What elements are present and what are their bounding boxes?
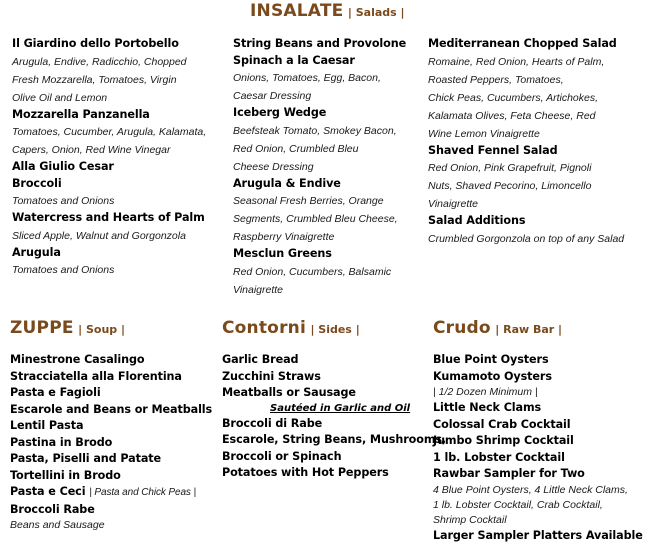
menu-item-description: Vinaigrette: [428, 198, 479, 210]
menu-item-name-text: Mozzarella Panzanella: [12, 107, 150, 121]
menu-item-description: Beans and Sausage: [10, 519, 105, 531]
menu-item-name-text: Pasta e Ceci: [10, 485, 86, 498]
menu-item: [428, 36, 624, 143]
menu-item-name: [222, 416, 446, 433]
crudo-subtitle: | Raw Bar |: [495, 323, 563, 336]
menu-item: [233, 36, 406, 53]
menu-item-name: [428, 143, 624, 160]
menu-item-description: Beefsteak Tomato, Smokey Bacon,: [233, 124, 397, 137]
crudo-title: Crudo: [433, 318, 491, 338]
menu-item-description: Chick Peas, Cucumbers, Artichokes,: [428, 91, 599, 104]
menu-item: [433, 369, 643, 401]
menu-item-name-text: Larger Sampler Platters Available: [433, 528, 643, 542]
menu-item: [10, 385, 212, 402]
menu-item-name: [433, 433, 643, 450]
menu-item-name-text: Little Neck Clams: [433, 401, 542, 414]
menu-item-name: [222, 465, 446, 482]
menu-item-name: [12, 245, 206, 262]
menu-item-name: [10, 385, 212, 402]
menu-item-name-text: Broccoli or Spinach: [222, 449, 342, 463]
menu-item-name: [433, 352, 643, 369]
menu-item: [10, 502, 212, 534]
menu-item-name-text: Broccoli: [12, 176, 62, 190]
menu-item: [222, 385, 446, 402]
menu-item: [12, 36, 206, 107]
menu-item-name: [433, 466, 643, 483]
menu-item-name-text: Il Giardino dello Portobello: [12, 37, 179, 50]
menu-item-name-text: Shaved Fennel Salad: [428, 143, 558, 157]
menu-item-name-text: Stracciatella alla Florentina: [10, 369, 182, 383]
contorni-list: [222, 352, 446, 482]
menu-item-name: [10, 468, 212, 485]
menu-item: [222, 352, 446, 369]
menu-item-name: [428, 213, 624, 230]
menu-item-description: 1 lb. Lobster Cocktail, Crab Cocktail,: [433, 498, 603, 511]
menu-item-name: [233, 246, 406, 263]
menu-item: [222, 449, 446, 466]
menu-item-name: [433, 369, 643, 386]
menu-item-name: [222, 432, 446, 449]
menu-item: [10, 484, 212, 502]
menu-item-name: [433, 528, 643, 544]
menu-item-name: [222, 385, 446, 402]
menu-item: [222, 416, 446, 433]
menu-item-name: [233, 36, 406, 53]
menu-item: [10, 369, 212, 386]
menu-item-name-text: Escarole, String Beans, Mushrooms,: [222, 433, 447, 446]
menu-item: [233, 53, 406, 106]
menu-item: [12, 245, 206, 280]
menu-item: [12, 107, 206, 160]
menu-item-description: Red Onion, Pink Grapefruit, Pignoli: [428, 162, 592, 174]
contorni-heading: [222, 318, 360, 338]
insalate-subtitle: | Salads |: [347, 6, 405, 19]
menu-item-name: [10, 402, 212, 419]
menu-item: [433, 400, 643, 417]
menu-item-name: [10, 484, 212, 502]
menu-item-name: [10, 418, 212, 435]
menu-item-name-text: Meatballs or Sausage: [222, 386, 356, 399]
crudo-list: [433, 352, 643, 544]
menu-item-description: Tomatoes and Onions: [12, 195, 115, 207]
menu-item-description: 4 Blue Point Oysters, 4 Little Neck Clams,: [433, 483, 628, 496]
menu-item-name-text: Blue Point Oysters: [433, 353, 549, 366]
menu-item-name: [233, 53, 406, 70]
menu-item: [10, 468, 212, 485]
menu-item: [433, 466, 643, 528]
menu-item-name-text: Jumbo Shrimp Cocktail: [433, 434, 574, 447]
preparation-note: Sautéed in Garlic and Oil: [270, 402, 411, 414]
menu-item-name-text: 1 lb. Lobster Cocktail: [433, 450, 565, 464]
menu-item-name-text: Rawbar Sampler for Two: [433, 467, 585, 480]
menu-item-name-text: Lentil Pasta: [10, 419, 84, 432]
menu-item-name: [433, 417, 643, 434]
zuppe-subtitle: | Soup |: [78, 323, 126, 336]
menu-item: [12, 210, 206, 245]
menu-item-name: [10, 352, 212, 369]
menu-item-description: Caesar Dressing: [233, 90, 312, 102]
menu-item: [10, 451, 212, 468]
menu-item-name: [12, 107, 206, 124]
menu-item-description: Red Onion, Crumbled Bleu: [233, 142, 359, 155]
menu-item: [10, 418, 212, 435]
menu-item-description: Seasonal Fresh Berries, Orange: [233, 195, 384, 207]
menu-item-name: [10, 435, 212, 452]
menu-item-name: [222, 449, 446, 466]
menu-item-name-text: Mediterranean Chopped Salad: [428, 37, 617, 50]
menu-item-name: [222, 369, 446, 386]
menu-item-name: [12, 36, 206, 53]
insalate-title: INSALATE: [250, 1, 344, 21]
menu-item-description: Raspberry Vinaigrette: [233, 231, 335, 243]
menu-item-description: Crumbled Gorgonzola on top of any Salad: [428, 232, 625, 245]
menu-item-description: Kalamata Olives, Feta Cheese, Red: [428, 109, 596, 122]
menu-item-name: [12, 159, 206, 176]
zuppe-list: [10, 352, 212, 533]
menu-item-description: Arugula, Endive, Radicchio, Chopped: [12, 55, 187, 68]
crudo-heading: [433, 318, 562, 338]
menu-item-description: Shrimp Cocktail: [433, 513, 507, 526]
menu-item-name-text: Broccoli Rabe: [10, 502, 95, 516]
menu-item: [222, 465, 446, 482]
menu-item: [233, 246, 406, 299]
menu-item: [233, 105, 406, 176]
contorni-subtitle: | Sides |: [310, 323, 360, 336]
menu-item-name-text: String Beans and Provolone: [233, 37, 407, 50]
menu-item-name: [428, 36, 624, 53]
menu-item-name: [10, 369, 212, 386]
insalate-column-3: [428, 36, 624, 248]
menu-item-name: [10, 451, 212, 468]
menu-item-name-text: Escarole and Beans or Meatballs: [10, 402, 213, 416]
menu-item-name-text: Minestrone Casalingo: [10, 353, 145, 366]
menu-item: [433, 450, 643, 467]
menu-item: [12, 176, 206, 211]
menu-item-description: Onions, Tomatoes, Egg, Bacon,: [233, 72, 381, 84]
menu-item-description: Wine Lemon Vinaigrette: [428, 127, 540, 140]
menu-item: [222, 369, 446, 386]
menu-item-name-text: Salad Additions: [428, 214, 526, 227]
menu-item-name-text: Colossal Crab Cocktail: [433, 417, 571, 431]
menu-item-description: | 1/2 Dozen Minimum |: [433, 386, 538, 398]
menu-item-name: [222, 352, 446, 369]
contorni-title: Contorni: [222, 318, 306, 338]
menu-item-name-text: Pasta e Fagioli: [10, 386, 101, 399]
menu-item-description: Segments, Crumbled Bleu Cheese,: [233, 213, 398, 225]
menu-item-name: [12, 176, 206, 193]
menu-item: [428, 143, 624, 214]
menu-item-description: Cheese Dressing: [233, 160, 314, 173]
menu-item-name-text: Alla Giulio Cesar: [12, 160, 114, 173]
menu-item-name: [433, 400, 643, 417]
menu-item-name-text: Potatoes with Hot Peppers: [222, 466, 389, 479]
menu-item-description: Red Onion, Cucumbers, Balsamic: [233, 265, 392, 278]
menu-item-name: [233, 176, 406, 193]
menu-item-name-text: Pastina in Brodo: [10, 435, 113, 449]
menu-item: [433, 433, 643, 450]
menu-item-name: [10, 502, 212, 519]
menu-item-description: Capers, Onion, Red Wine Vinegar: [12, 144, 171, 156]
menu-item-description: Nuts, Shaved Pecorino, Limoncello: [428, 180, 592, 192]
menu-item: [222, 402, 446, 416]
insalate-column-2: [233, 36, 406, 299]
menu-item-name-text: Tortellini in Brodo: [10, 468, 121, 482]
menu-item-description: Tomatoes, Cucumber, Arugula, Kalamata,: [12, 126, 207, 138]
menu-item-name-text: Arugula & Endive: [233, 176, 341, 190]
menu-item-name-text: Zucchini Straws: [222, 369, 321, 383]
menu-item-note: | Pasta and Chick Peas |: [89, 487, 196, 498]
menu-item-name: [433, 450, 643, 467]
menu-item-name-text: Garlic Bread: [222, 353, 299, 366]
menu-item: [10, 435, 212, 452]
zuppe-title: ZUPPE: [10, 318, 74, 338]
menu-item-description: Sliced Apple, Walnut and Gorgonzola: [12, 229, 186, 242]
menu-item-description: Romaine, Red Onion, Hearts of Palm,: [428, 55, 605, 68]
menu-item-name-text: Watercress and Hearts of Palm: [12, 211, 205, 224]
menu-item: [12, 159, 206, 176]
menu-item-name-text: Iceberg Wedge: [233, 106, 327, 119]
menu-item: [433, 528, 643, 544]
menu-item: [10, 352, 212, 369]
menu-item: [433, 352, 643, 369]
menu-item-description: Olive Oil and Lemon: [12, 91, 108, 104]
menu-item-name: [12, 210, 206, 227]
menu-item-name-text: Pasta, Piselli and Patate: [10, 452, 162, 465]
menu-item-name-text: Arugula: [12, 245, 61, 259]
menu-item: [233, 176, 406, 247]
menu-item-description: Vinaigrette: [233, 283, 284, 296]
menu-item: [433, 417, 643, 434]
menu-item: [222, 432, 446, 449]
zuppe-heading: [10, 318, 125, 338]
insalate-heading: [250, 1, 405, 21]
menu-item-description: Tomatoes and Onions: [12, 264, 115, 276]
menu-item-name: [233, 105, 406, 122]
menu-item-description: Fresh Mozzarella, Tomatoes, Virgin: [12, 73, 177, 86]
menu-item-name-text: Broccoli di Rabe: [222, 416, 323, 430]
menu-item-description: Roasted Peppers, Tomatoes,: [428, 73, 564, 86]
menu-item: [428, 213, 624, 248]
menu-item-name-text: Spinach a la Caesar: [233, 53, 355, 67]
menu-item: [10, 402, 212, 419]
menu-item-name-text: Mesclun Greens: [233, 247, 332, 260]
menu-item-name-text: Kumamoto Oysters: [433, 369, 552, 383]
insalate-column-1: [12, 36, 206, 279]
